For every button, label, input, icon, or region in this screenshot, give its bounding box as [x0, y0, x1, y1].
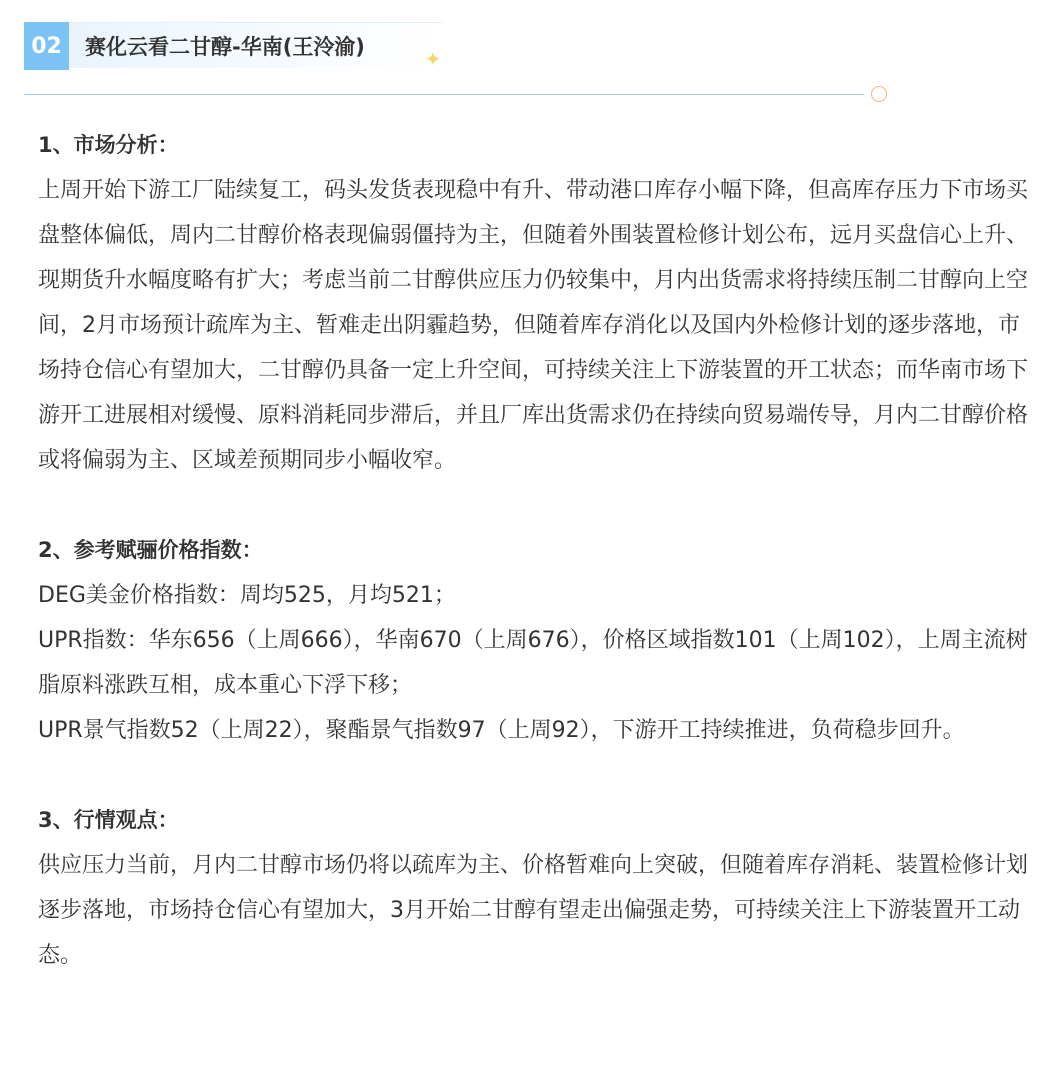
paragraph: 供应压力当前，月内二甘醇市场仍将以疏库为主、价格暂难向上突破，但随着库存消耗、装置检修计划逐步落地，市场持仓信心有望加大，3月开始二甘醇有望走出偏强走势，可持续关注上下游装置开工动态。: [38, 853, 1029, 968]
header-divider: [24, 94, 864, 95]
paragraph: UPR景气指数52（上周22），聚酯景气指数97（上周92），下游开工持续推进，负荷稳步回升。: [38, 718, 965, 743]
paragraph: 上周开始下游工厂陆续复工，码头发货表现稳中有升、带动港口库存小幅下降，但高库存压力下市场买盘整体偏低，周内二甘醇价格表现偏弱僵持为主，但随着外围装置检修计划公布，远月买盘信心上升、现期货升水幅度略有扩大；考虑当前二甘醇供应压力仍较集中，月内出货需求将持续压制二甘醇向上空间，2月市场预计疏库为主、暂难走出阴霾趋势，但随着库存消化以及国内外检修计划的逐步落地，市场持仓信心有望加大，二甘醇仍具备一定上升空间，可持续关注上下游装置的开工状态；而华南市场下游开工进展相对缓慢、原料消耗同步滞后，并且厂库出货需求仍在持续向贸易端传导，月内二甘醇价格或将偏弱为主、区域差预期同步小幅收窄。: [38, 178, 1029, 473]
section-heading-price-index: 2、参考赋骊价格指数：: [38, 538, 263, 562]
article-body: [38, 123, 1030, 978]
paragraph: DEG美金价格指数：周均525，月均521；: [38, 583, 456, 608]
section-heading-market-outlook: 3、行情观点：: [38, 808, 179, 832]
section-title: 赛化云看二甘醇-华南(王泠渝): [69, 22, 442, 68]
sparkle-icon: ✦: [424, 47, 442, 71]
section-number-badge: 02: [24, 22, 69, 70]
circle-ornament-icon: [871, 86, 887, 102]
section-header: [24, 22, 442, 70]
section-heading-market-analysis: 1、市场分析：: [38, 133, 179, 157]
paragraph: UPR指数：华东656（上周666），华南670（上周676），价格区域指数101（上周102），上周主流树脂原料涨跌互相，成本重心下浮下移；: [38, 628, 1028, 698]
